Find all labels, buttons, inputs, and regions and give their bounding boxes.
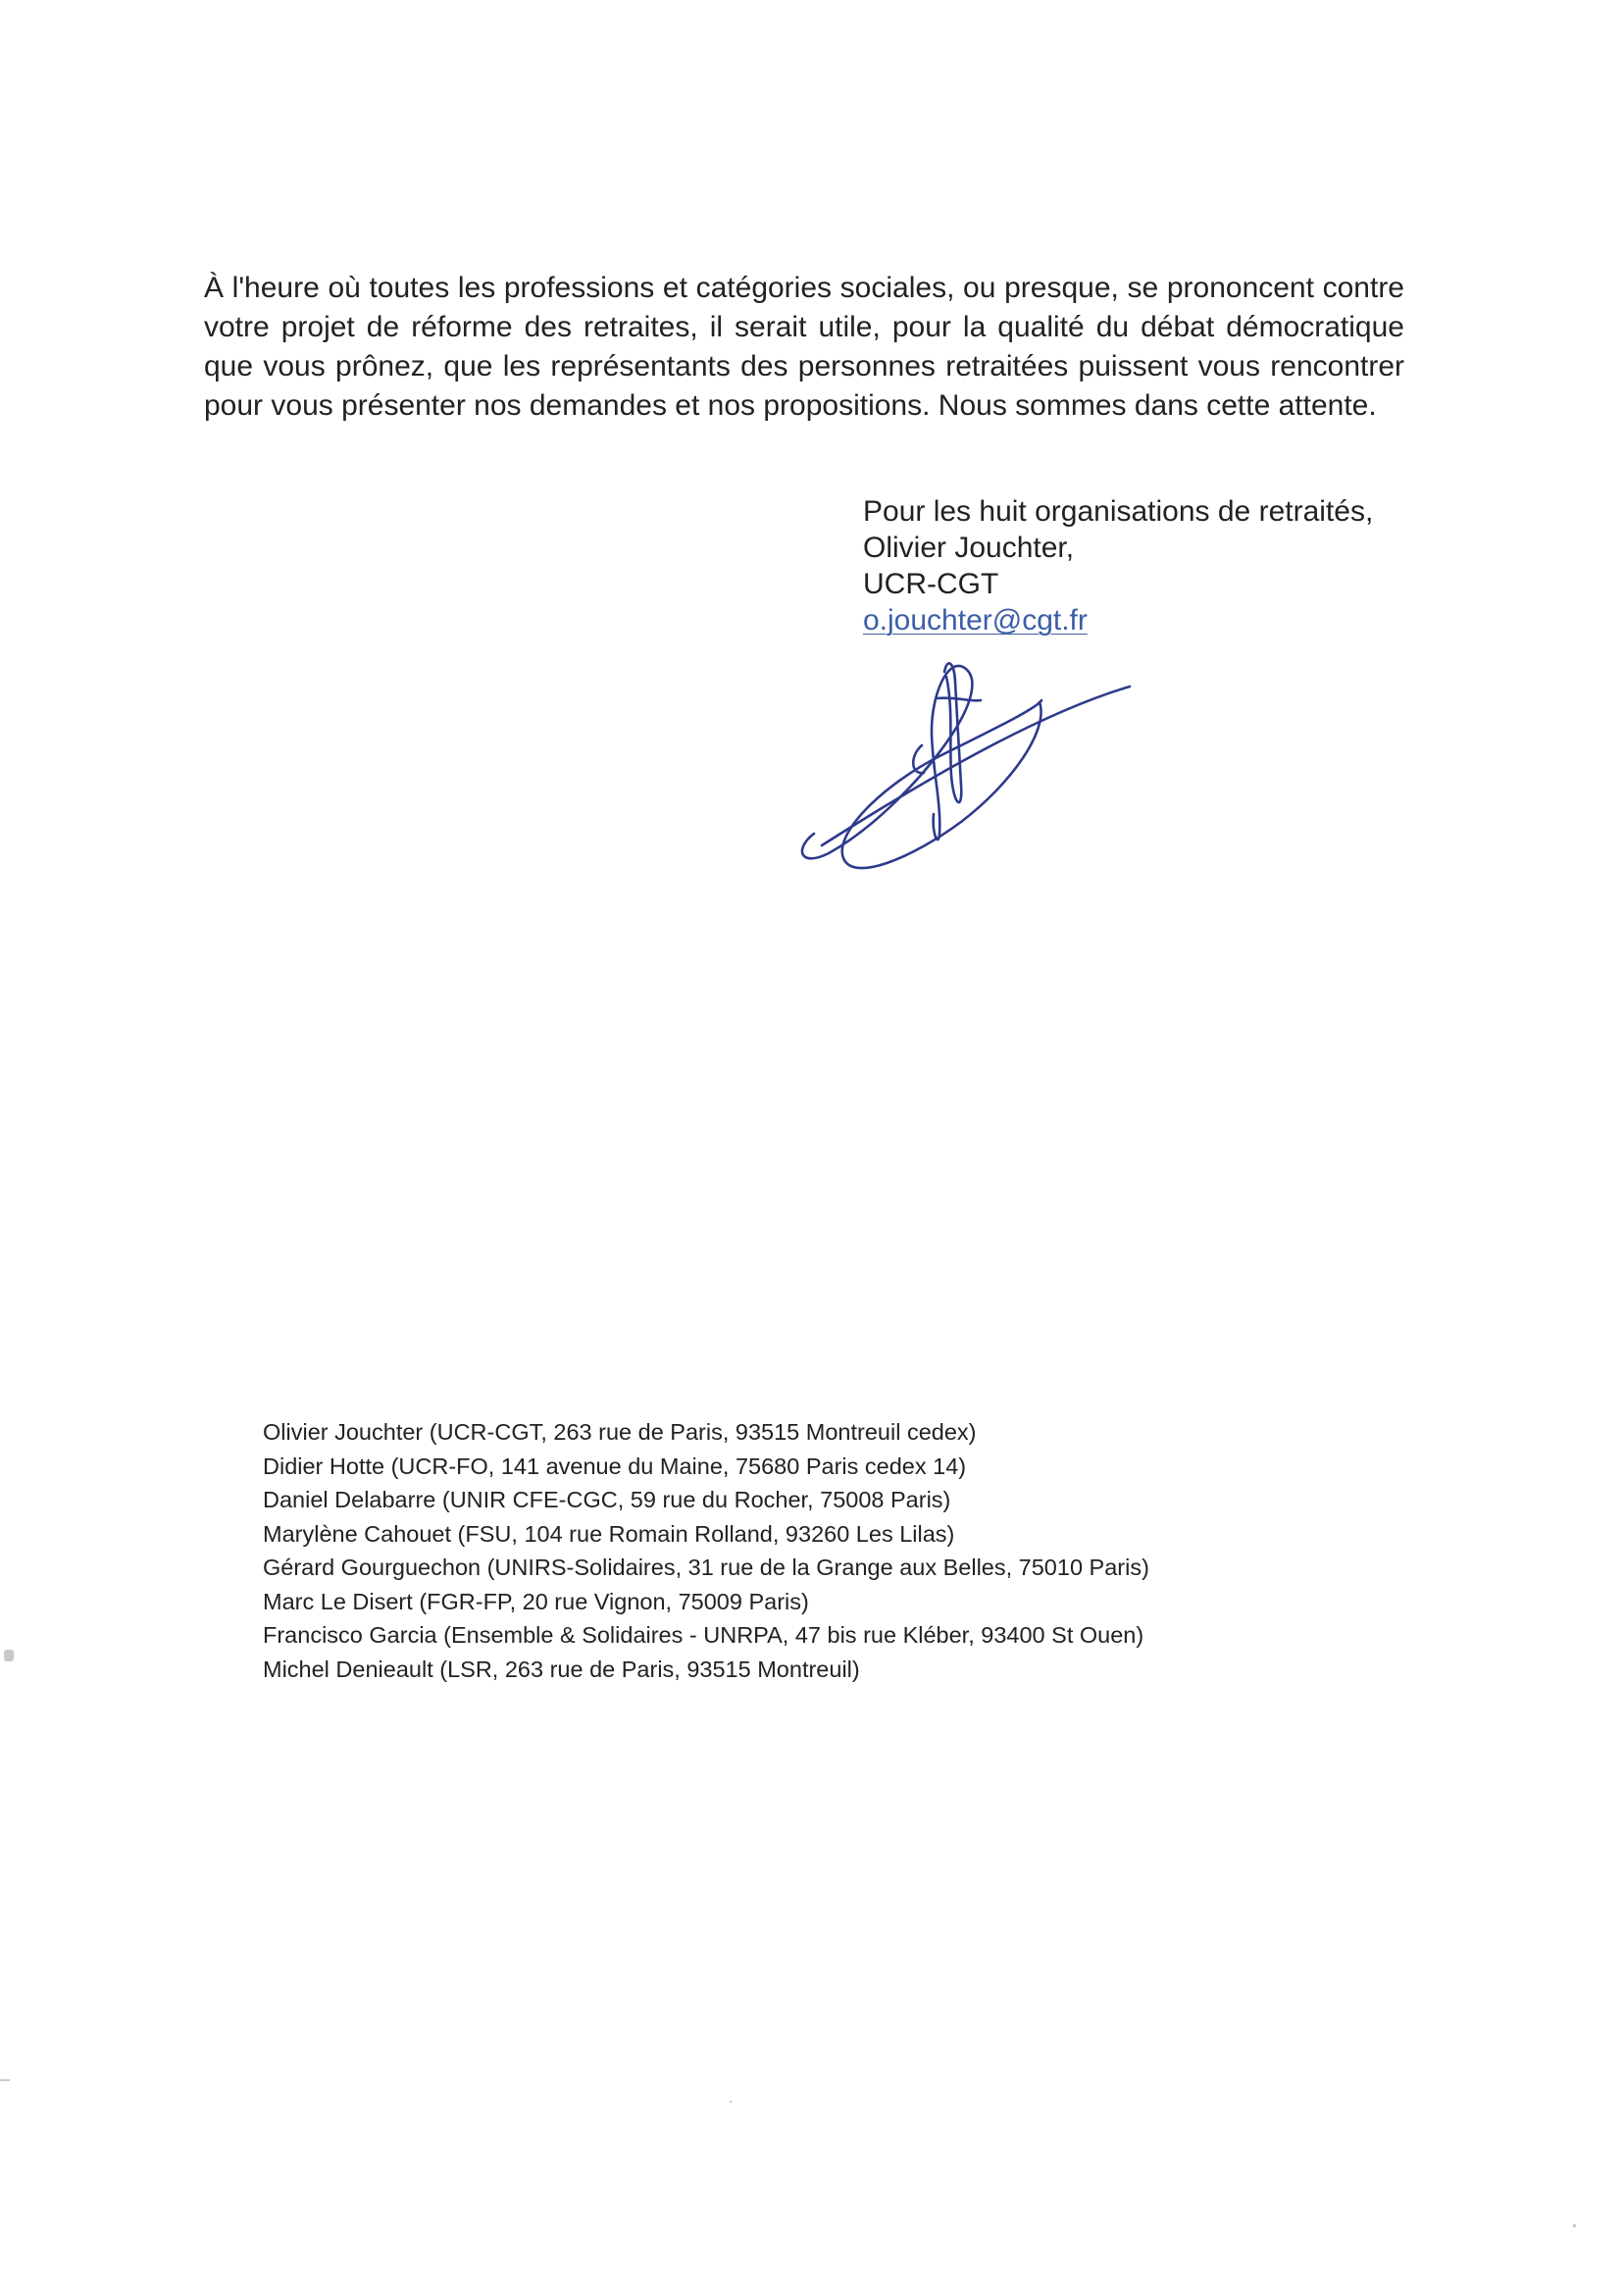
signatory-address: Michel Denieault (LSR, 263 rue de Paris, 93515 Montreuil) bbox=[263, 1656, 860, 1682]
signatory-address: Daniel Delabarre (UNIR CFE-CGC, 59 rue du Rocher, 75008 Paris) bbox=[263, 1487, 951, 1512]
signatory-address: Francisco Garcia (Ensemble & Solidaires - UNRPA, 47 bis rue Kléber, 93400 St Ouen) bbox=[263, 1622, 1144, 1648]
signatory-address: Olivier Jouchter (UCR-CGT, 263 rue de Paris, 93515 Montreuil cedex) bbox=[263, 1419, 977, 1445]
scan-speck bbox=[730, 2101, 732, 2103]
signatories-list bbox=[263, 1415, 1342, 1686]
signatory-organisation: UCR-CGT bbox=[863, 568, 999, 600]
scan-speck bbox=[0, 2079, 10, 2081]
signatory-address: Gérard Gourguechon (UNIRS-Solidaires, 31 rue de la Grange aux Belles, 75010 Paris) bbox=[263, 1555, 1149, 1580]
signatory-email-link[interactable]: o.jouchter@cgt.fr bbox=[863, 604, 1088, 637]
handwritten-signature bbox=[785, 637, 1157, 902]
signatory-address: Marylène Cahouet (FSU, 104 rue Romain Rolland, 93260 Les Lilas) bbox=[263, 1520, 955, 1547]
signature-block bbox=[863, 493, 1412, 638]
signatory-address: Didier Hotte (UCR-FO, 141 avenue du Maine, 75680 Paris cedex 14) bbox=[263, 1453, 967, 1479]
signatory-address: Marc Le Disert (FGR-FP, 20 rue Vignon, 75009 Paris) bbox=[263, 1588, 809, 1614]
signature-line-organisations: Pour les huit organisations de retraités, bbox=[863, 495, 1374, 528]
signatory-name: Olivier Jouchter, bbox=[863, 532, 1075, 564]
letter-paragraph: À l'heure où toutes les professions et catégories sociales, ou presque, se prononcent contre votre projet de réforme des retraites, il serait utile, pour la qualité du débat démocratique que vous prônez, que les représentants des personnes retraitées puissent vous rencontrer pour vous présenter nos demandes et nos propositions. Nous sommes dans cette attente. bbox=[204, 272, 1404, 422]
scan-speck bbox=[1573, 2224, 1576, 2227]
scan-speck bbox=[4, 1650, 14, 1661]
